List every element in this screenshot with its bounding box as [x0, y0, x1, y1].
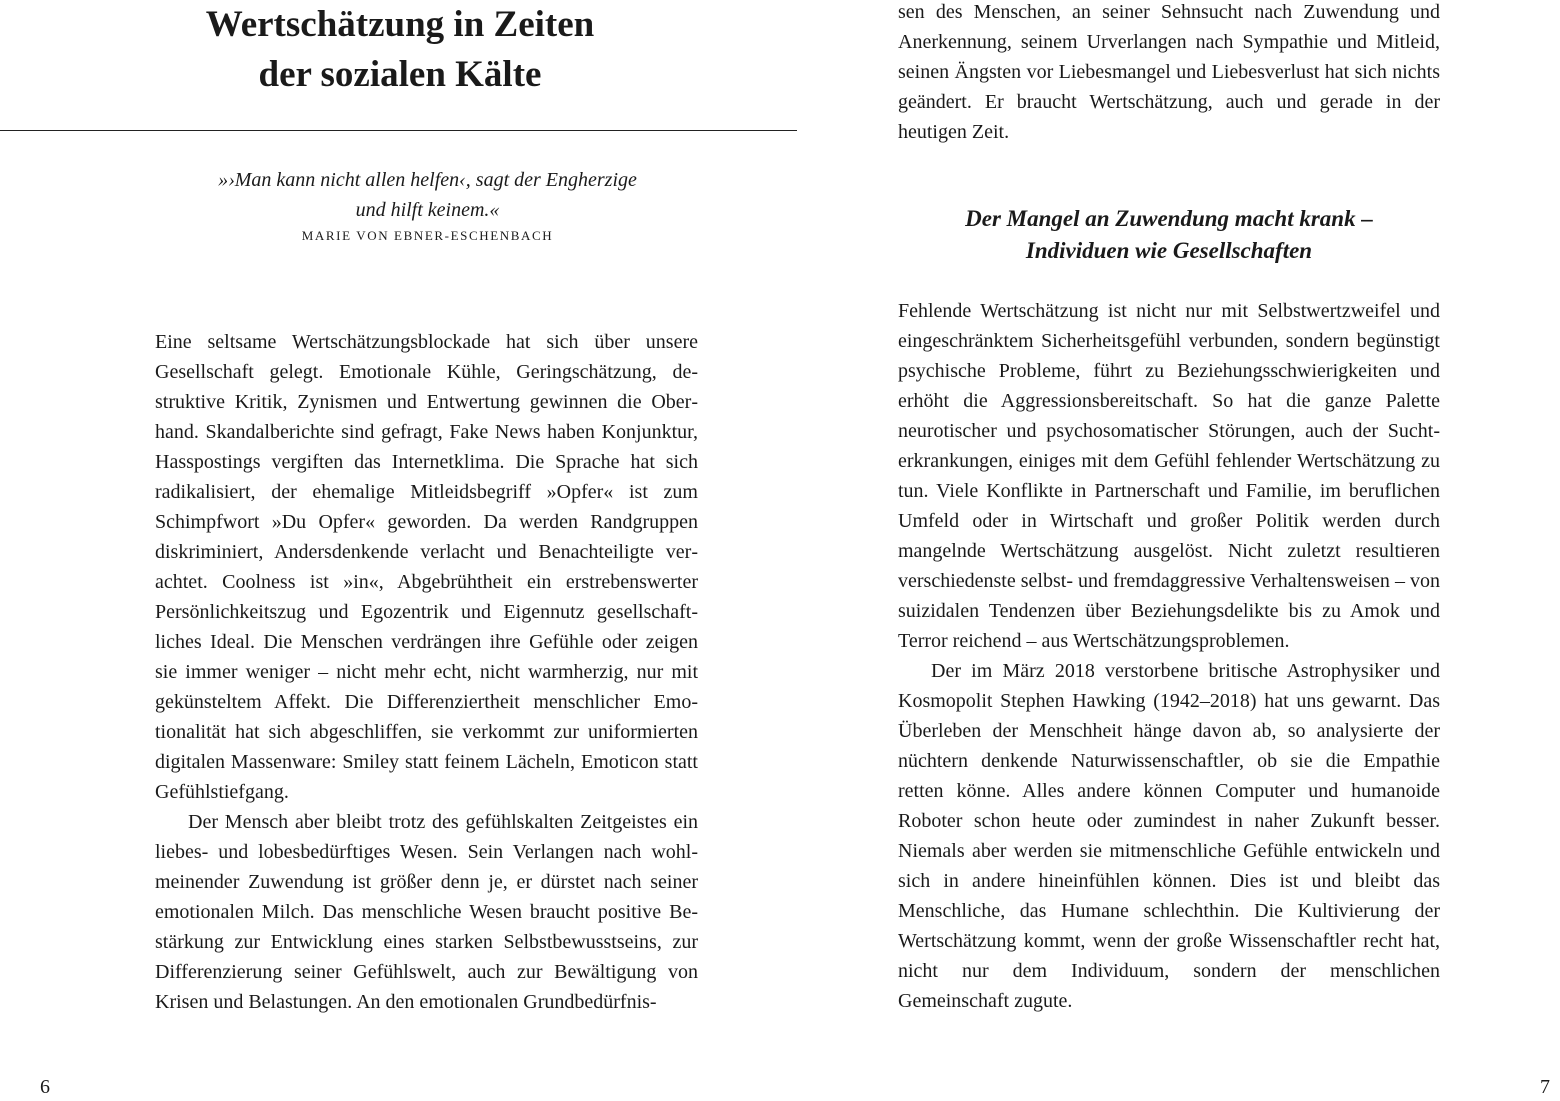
right-continuation-text: [898, 0, 1440, 147]
title-divider-rule: [0, 130, 797, 131]
right-body-text: [898, 296, 1440, 1016]
epigraph: [155, 165, 700, 245]
epigraph-author: MARIE VON EBNER-ESCHENBACH: [301, 228, 554, 243]
section-heading: [898, 203, 1440, 267]
chapter-title: [0, 0, 800, 100]
right-continuation-paragraph: sen des Menschen, an seiner Sehnsucht nach Zuwendung und Anerkennung, seinem Urverlangen nach Sympathie und Mitleid, seinen Ängsten vor Liebesmangel und Liebesverlust hat sich nichts geändert. Er braucht Wertschätzung, auch und gerade in der heutigen Zeit.: [898, 1, 1440, 143]
right-paragraph-1: Fehlende Wertschätzung ist nicht nur mit Selbstwertzweifel und eingeschränktem Sicherheitsgefühl verbunden, sondern begünstigt psychische Probleme, führt zu Beziehungsschwierigkeiten und erhöht die Aggressionsbereitschaft. So hat die ganze Palette neurotischer und psychosomatischer Störungen, auch der Suchterkrankungen, einiges mit dem Gefühl fehlender Wertschätzung zu tun. Viele Konflikte in Partnerschaft und Familie, im beruflichen Umfeld oder in Wirtschaft und großer Politik werden durch mangelnde Wertschätzung ausgelöst. Nicht zuletzt resultieren verschiedenste selbst- und fremdaggressive Verhaltensweisen – von suizidalen Tendenzen über Beziehungsdelikte bis zu Amok und Terror reichend – aus Wertschätzungsproblemen.: [898, 300, 1440, 652]
chapter-title-line-2: der sozialen Kälte: [258, 54, 542, 95]
right-paragraph-2: Der im März 2018 verstorbene britische Astrophysiker und Kosmopolit Stephen Hawking (1942–2018) hat uns gewarnt. Das Überleben der Menschheit hänge davon ab, so analysierte der nüchtern denkende Naturwissenschaftler, ob sie die Empathie retten könne. Alles andere können Computer und humanoide Roboter schon heute oder zumindest in naher Zukunft besser. Niemals aber werden sie mitmenschliche Gefühle entwickeln und sich in andere hineinfühlen können. Dies ist und bleibt das Menschliche, das Humane schlechthin. Die Kultivierung der Wertschätzung kommt, wenn der große Wissenschaftler recht hat, nicht nur dem Individuum, sondern der menschlichen Gemeinschaft zugute.: [898, 660, 1440, 1012]
epigraph-quote-line-1: »›Man kann nicht allen helfen‹, sagt der Engherzige: [218, 169, 637, 191]
chapter-title-line-1: Wertschätzung in Zeiten: [205, 4, 595, 45]
page-number-left: 6: [40, 1076, 50, 1098]
left-paragraph-2: Der Mensch aber bleibt trotz des gefühlskalten Zeitgeistes ein liebes- und lobesbedürftiges Wesen. Sein Verlangen nach wohlmeinender Zuwendung ist größer denn je, er dürstet nach seiner emotionalen Milch. Das menschliche Wesen braucht positive Bestärkung zur Entwicklung eines starken Selbstbewusstseins, zur Differenzierung seiner Gefühlswelt, auch zur Bewältigung von Krisen und Belastungen. An den emotionalen Grundbedürfnis-: [155, 811, 698, 1013]
section-heading-line-2: Individuen wie Gesellschaften: [1025, 238, 1313, 263]
right-page: [800, 0, 1560, 1098]
left-body-text: [155, 327, 698, 1017]
epigraph-quote-line-2: und hilft keinem.«: [355, 199, 500, 221]
section-heading-line-1: Der Mangel an Zuwendung macht krank –: [965, 206, 1373, 231]
epigraph-quote: [155, 165, 700, 225]
page-number-right: 7: [1540, 1076, 1550, 1098]
left-paragraph-1: Eine seltsame Wertschätzungsblockade hat sich über unsere Gesellschaft gelegt. Emotionale Kühle, Geringschätzung, destruktive Kritik, Zynismen und Entwertung gewinnen die Oberhand. Skandalberichte sind gefragt, Fake News haben Konjunktur, Hasspostings vergiften das Internetklima. Die Sprache hat sich radikalisiert, der ehemalige Mitleidsbegriff »Opfer« ist zum Schimpfwort »Du Opfer« geworden. Da werden Randgruppen diskriminiert, Andersdenkende verlacht und Benachteiligte verachtet. Coolness ist »in«, Abgebrühtheit ein erstrebenswerter Persönlichkeitszug und Egozentrik und Eigennutz gesellschaftliches Ideal. Die Menschen verdrängen ihre Gefühle oder zeigen sie immer weniger – nicht mehr echt, nicht warmherzig, nur mit gekünsteltem Affekt. Die Differenziertheit menschlicher Emotionalität hat sich abgeschliffen, sie verkommt zur uniformierten digitalen Massenware: Smiley statt feinem Lächeln, Emoticon statt Gefühlstiefgang.: [155, 331, 698, 803]
